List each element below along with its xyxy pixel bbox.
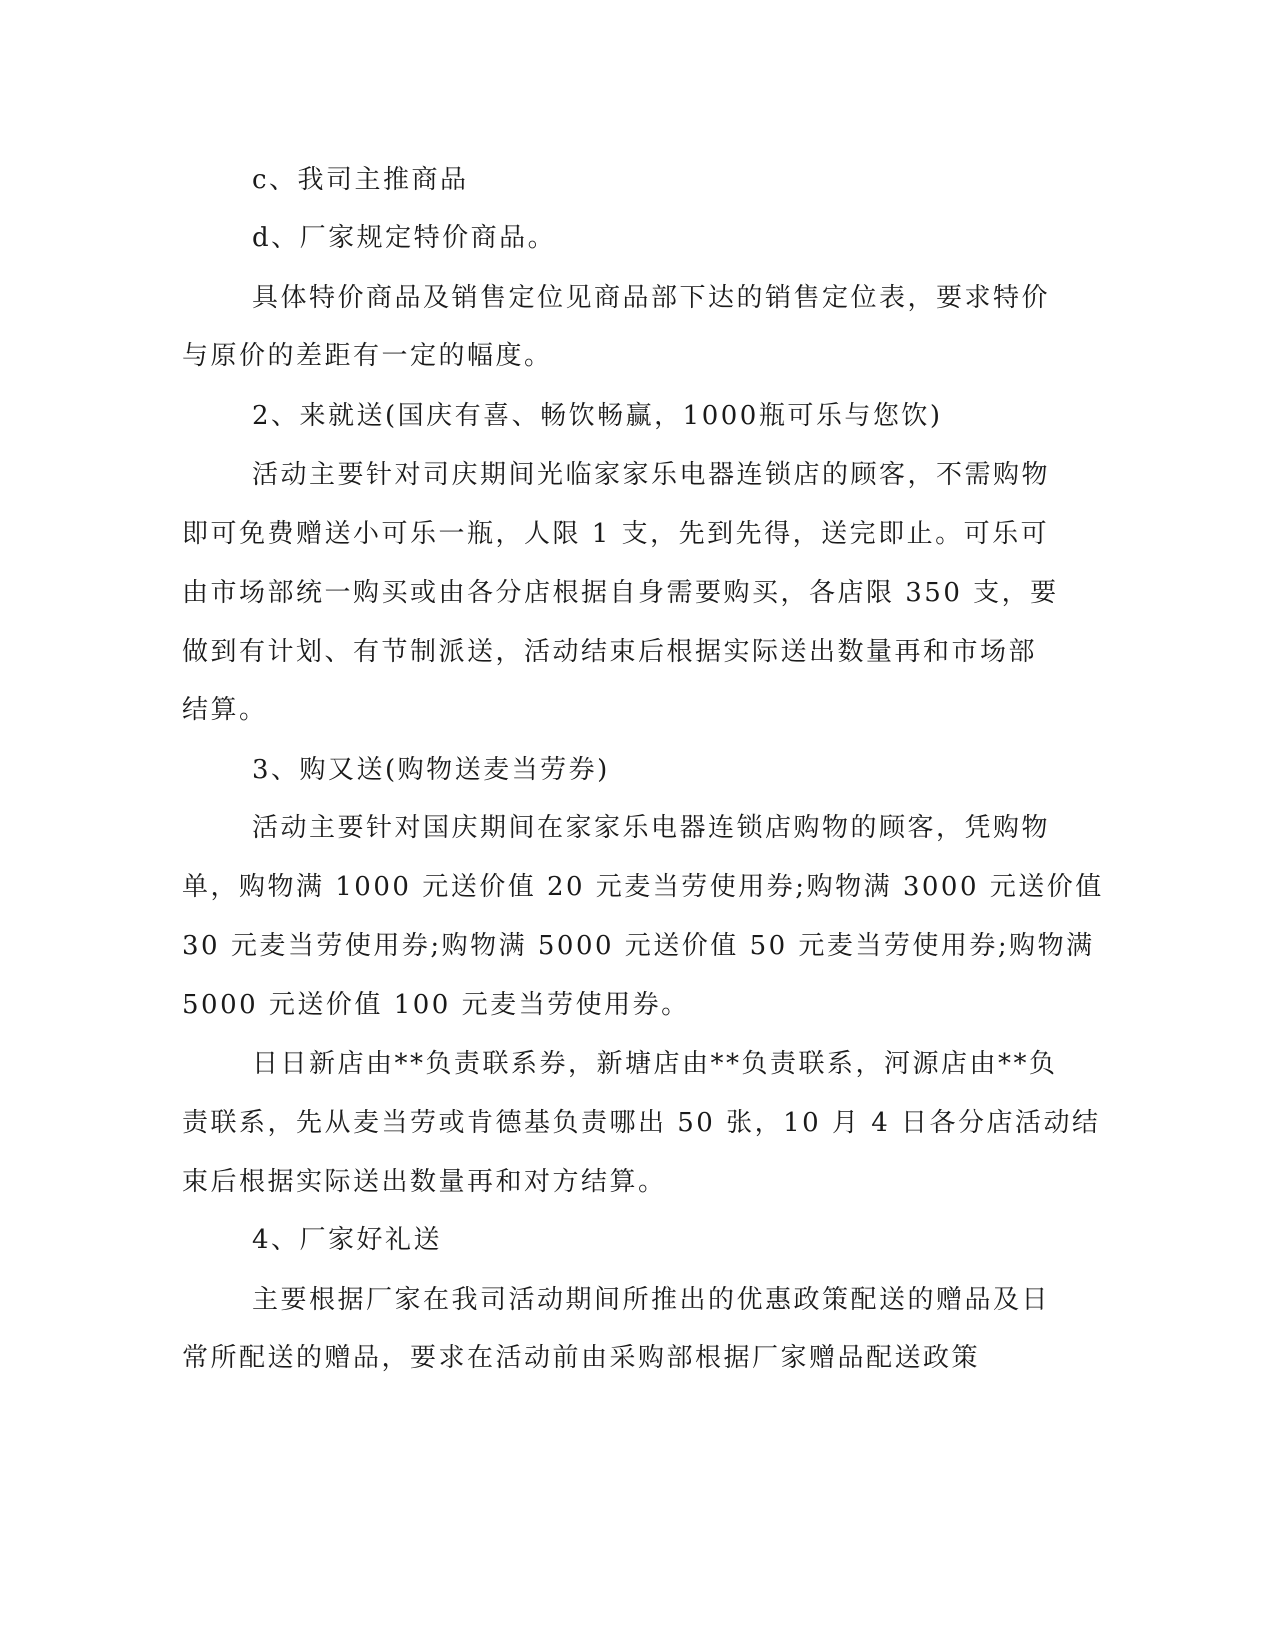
paragraph-line: 具体特价商品及销售定位见商品部下达的销售定位表，要求特价: [252, 283, 1051, 313]
paragraph-line: 与原价的差距有一定的幅度。: [182, 341, 553, 371]
paragraph-line: 日日新店由**负责联系券，新塘店由**负责联系，河源店由**负: [252, 1049, 1058, 1079]
paragraph-line: 责联系，先从麦当劳或肯德基负责哪出 50 张，10 月 4 日各分店活动结: [182, 1108, 1101, 1138]
paragraph-line: 做到有计划、有节制派送，活动结束后根据实际送出数量再和市场部: [182, 637, 1038, 667]
paragraph-line: 由市场部统一购买或由各分店根据自身需要购买，各店限 350 支，要: [182, 578, 1059, 608]
section-heading-4: 4、厂家好礼送: [252, 1225, 443, 1255]
paragraph-line: 活动主要针对司庆期间光临家家乐电器连锁店的顾客，不需购物: [252, 460, 1051, 490]
list-item-d: d、厂家规定特价商品。: [252, 223, 557, 253]
paragraph-line: 活动主要针对国庆期间在家家乐电器连锁店购物的顾客，凭购物: [252, 813, 1051, 843]
paragraph-line: 5000 元送价值 100 元麦当劳使用券。: [182, 990, 690, 1020]
section-heading-2: 2、来就送(国庆有喜、畅饮畅赢，1000瓶可乐与您饮): [252, 401, 943, 431]
paragraph-line: 单，购物满 1000 元送价值 20 元麦当劳使用券;购物满 3000 元送价值: [182, 872, 1104, 902]
paragraph-line: 常所配送的赠品，要求在活动前由采购部根据厂家赠品配送政策: [182, 1343, 981, 1373]
list-item-c: c、我司主推商品: [252, 165, 469, 195]
paragraph-line: 结算。: [182, 695, 268, 725]
paragraph-line: 主要根据厂家在我司活动期间所推出的优惠政策配送的赠品及日: [252, 1285, 1051, 1315]
section-heading-3: 3、购又送(购物送麦当劳券): [252, 755, 610, 785]
paragraph-line: 即可免费赠送小可乐一瓶，人限 1 支，先到先得，送完即止。可乐可: [182, 519, 1050, 549]
paragraph-line: 束后根据实际送出数量再和对方结算。: [182, 1167, 667, 1197]
paragraph-line: 30 元麦当劳使用券;购物满 5000 元送价值 50 元麦当劳使用券;购物满: [182, 931, 1095, 961]
